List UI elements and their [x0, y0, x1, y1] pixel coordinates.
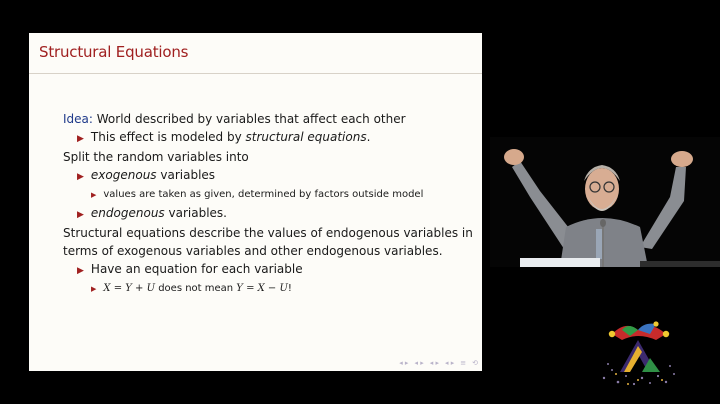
emphasized-term: exogenous — [90, 168, 157, 182]
idea-label: Idea: — [63, 112, 93, 126]
bullet-line-effect — [63, 128, 473, 148]
presentation-slide — [29, 33, 482, 371]
line-text: variables. — [164, 206, 227, 220]
triangle-bullet-icon: ▶ — [91, 285, 97, 293]
triangle-bullet-icon: ▶ — [91, 191, 97, 199]
line-text: This effect is modeled by — [90, 130, 246, 144]
beamer-navigation-bar — [399, 359, 478, 367]
bullet-line-split — [63, 148, 473, 166]
bullet-line-describe-1 — [63, 224, 473, 242]
triangle-bullet-icon: ▶ — [77, 210, 84, 220]
line-text: Split the random variables into — [63, 150, 249, 164]
line-text: variables — [156, 168, 216, 182]
nav-prev-icon[interactable]: ◂ ▸ — [414, 359, 424, 367]
triangle-bullet-icon: ▶ — [77, 134, 84, 144]
line-text: ! — [287, 283, 292, 294]
bullet-line-idea — [63, 110, 473, 128]
bullet-line-math — [63, 280, 473, 298]
nav-search-icon[interactable]: ⟲ — [472, 359, 478, 367]
speaker-video-feed — [490, 137, 720, 267]
nav-section-icon[interactable]: ≡ — [460, 359, 467, 367]
bullet-line-describe-2 — [63, 242, 473, 260]
jester-hat-logo — [598, 318, 680, 388]
line-text: Structural equations describe the values of endogenous variables in — [63, 226, 473, 240]
math-expression: Y = X − U — [236, 283, 288, 294]
idea-text: World described by variables that affect each other — [92, 112, 406, 126]
bullet-line-endogenous — [63, 204, 473, 224]
emphasized-term: structural equations — [245, 130, 367, 144]
line-text: terms of exogenous variables and other endogenous variables. — [63, 244, 443, 258]
line-text: values are taken as given, determined by factors outside model — [103, 189, 424, 200]
slide-title: Structural Equations — [39, 43, 189, 61]
nav-last-icon[interactable]: ◂ ▸ — [444, 359, 455, 367]
bullet-line-equation — [63, 260, 473, 280]
line-text: does not mean — [155, 283, 237, 294]
math-expression: X = Y + U — [103, 283, 156, 294]
emphasized-term: endogenous — [90, 206, 165, 220]
bullet-line-exogenous — [63, 166, 473, 186]
slide-body — [63, 110, 473, 298]
title-divider — [29, 73, 482, 74]
nav-first-icon[interactable]: ◂ ▸ — [399, 359, 409, 367]
triangle-bullet-icon: ▶ — [77, 172, 84, 182]
nav-next-icon[interactable]: ◂ ▸ — [429, 359, 439, 367]
triangle-bullet-icon: ▶ — [77, 266, 84, 276]
line-text: . — [366, 130, 371, 144]
line-text: Have an equation for each variable — [90, 262, 303, 276]
bullet-line-given — [63, 186, 473, 204]
speaker-figure — [490, 137, 720, 267]
